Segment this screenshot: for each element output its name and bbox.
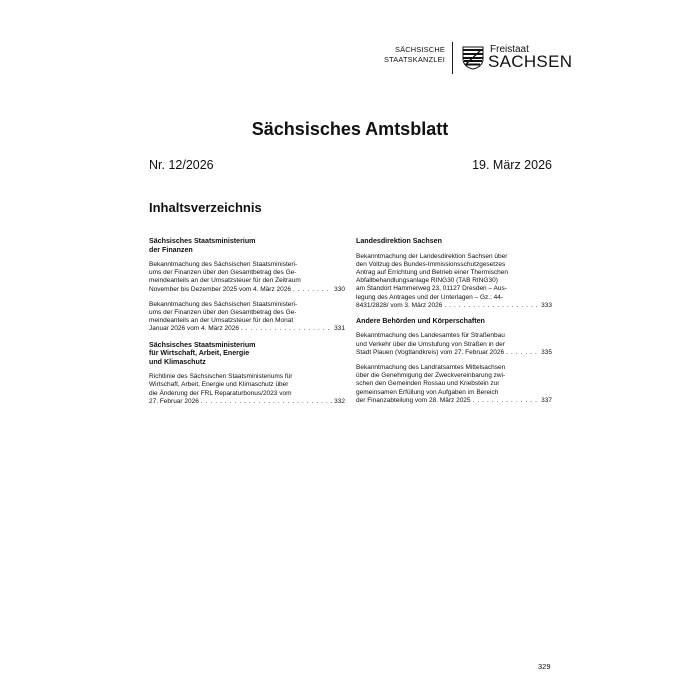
issue-number: Nr. 12/2026 [149,158,214,172]
entry-line: Bekanntmachung des Sächsischen Staatsministeri- [149,300,298,308]
entry-line: 27. Februar 2026 [149,397,199,405]
toc-entry[interactable] [356,253,552,310]
entry-line: 8431/2828/ vom 3. März 2026 [356,301,443,309]
section-heading-line: Andere Behörden und Körperschaften [356,316,485,325]
entry-line: Wirtschaft, Arbeit, Energie und Klimaschutz über [149,381,289,389]
leader-dots [473,397,540,405]
entry-line: die Änderung der FRL Reparaturbonus/2023 vom [149,389,292,397]
entry-line: meindeanteils an der Umsatzsteuer für den Zeitraum [149,277,301,285]
section-heading-economy [149,341,345,367]
entry-page-number: 337 [541,396,552,404]
entry-line: Antrag auf Errichtung und Betrieb einer Thermischen [356,268,508,276]
logo-sachsen: SACHSEN [488,52,573,71]
toc-entry[interactable] [149,373,345,406]
entry-line: gemeinsamen Erfüllung von Aufgaben im Bereich [356,388,499,396]
entry-line: Stadt Plauen (Vogtlandkreis) vom 27. Februar 2026 [356,348,505,356]
section-heading-line: der Finanzen [149,245,193,254]
page-number: 329 [538,662,551,671]
entry-line: meindeanteils an der Umsatzsteuer für den Monat [149,317,294,325]
leader-dots [293,286,332,294]
page-title: Sächsisches Amtsblatt [251,119,449,139]
entry-line: Bekanntmachung des Landesamtes für Straßenbau [356,332,505,340]
entry-line: Bekanntmachung des Sächsischen Staatsministeri- [149,261,298,268]
entry-line: Abfallbehandlungsanlage RING30 (TAB RING30) [356,277,498,285]
toc-heading: Inhaltsverzeichnis [149,200,262,215]
toc-entry[interactable] [149,261,345,294]
entry-last-line [356,302,552,310]
entry-page-number: 330 [334,285,345,293]
entry-line: Bekanntmachung des Landratsamtes Mittelsachsen [356,364,506,372]
entry-last-line [149,398,345,406]
section-heading-line: Sächsisches Staatsministerium [149,237,256,245]
issue-date: 19. März 2026 [472,158,552,172]
entry-last-line [356,397,552,405]
entry-page-number: 333 [541,301,552,309]
leader-dots [241,325,332,333]
ministry-line-2: STAATSKANZLEI [383,55,445,64]
entry-line: schen den Gemeinden Rossau und Kriebstein zur [356,380,500,388]
toc-entry[interactable] [356,364,552,405]
entry-line: ums der Finanzen über den Gesamtbetrag des Ge- [149,269,297,277]
ministry-line-1: SÄCHSISCHE [394,45,445,54]
section-heading-landesdirektion [356,237,552,246]
entry-last-line [149,325,345,333]
coat-of-arms-icon [462,46,484,70]
leader-dots [201,398,332,406]
entry-last-line [356,349,552,357]
leader-dots [506,349,539,357]
section-heading-line: und Klimaschutz [149,357,206,366]
entry-page-number: 331 [334,325,345,333]
logo-freistaat: Freistaat [490,44,529,55]
section-heading-line: Landesdirektion Sachsen [356,237,442,245]
leader-dots [444,302,539,310]
section-heading-line: Sächsisches Staatsministerium [149,340,256,349]
entry-line: am Standort Hammerweg 23, 01127 Dresden – Aus- [356,285,507,293]
ministry-name [380,45,445,65]
toc-entry[interactable] [149,301,345,334]
section-heading-other-authorities [356,317,552,326]
entry-line: legung des Antrages und der Unterlagen – Gz.: 44- [356,293,504,301]
entry-line: Bekanntmachung der Landesdirektion Sachsen über [356,252,508,260]
entry-line: Januar 2026 vom 4. März 2026 [149,325,239,333]
entry-line: und Verkehr über die Umstufung von Straßen in der [356,340,505,348]
logo-divider [452,42,453,74]
section-heading-line: für Wirtschaft, Arbeit, Energie [149,349,250,358]
entry-line: ums der Finanzen über den Gesamtbetrag des Ge- [149,309,297,317]
toc-left-column [149,237,345,413]
entry-line: Richtlinie des Sächsischen Staatsministeriums für [149,373,293,381]
entry-last-line [149,286,345,294]
entry-line: über die Genehmigung der Zweckvereinbarung zwi- [356,372,506,380]
toc-right-column [356,237,552,412]
entry-line: den Vollzug des Bundes-Immissionsschutzgesetzes [356,260,506,268]
entry-page-number: 332 [334,397,345,405]
toc-entry[interactable] [356,332,552,357]
entry-line: November bis Dezember 2025 vom 4. März 2026 [149,285,291,293]
entry-line: der Finanzabteilung vom 28. März 2025 [356,396,471,404]
entry-page-number: 335 [541,348,552,356]
section-heading-finance [149,237,345,254]
